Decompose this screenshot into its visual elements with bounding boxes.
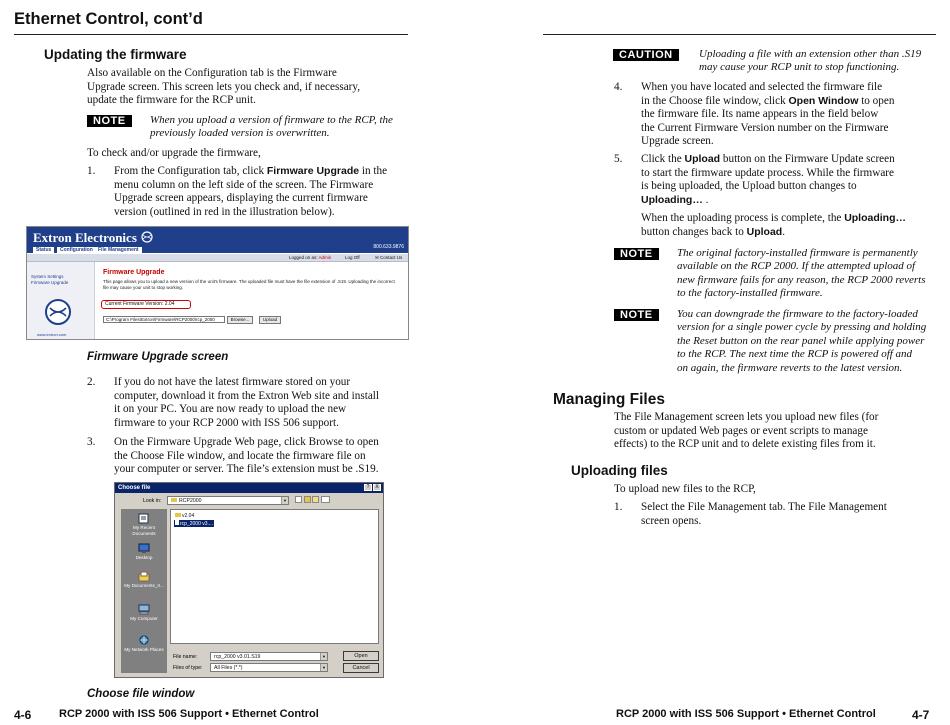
current-firmware-version: Current Firmware Version: 2.04 (101, 300, 191, 309)
side-item-system-settings[interactable]: System Settings (31, 274, 64, 279)
step-number: 2. (87, 376, 96, 388)
folder-icon (175, 513, 181, 517)
note-badge: NOTE (614, 248, 659, 260)
figure-caption-choose-file: Choose file window (87, 688, 195, 700)
step-number: 1. (614, 501, 623, 513)
chevron-down-icon: ▼ (281, 497, 288, 504)
note-factory-firmware (677, 247, 926, 301)
step-4-text (641, 81, 894, 149)
step-line: If you do not have the latest firmware stored on your (114, 376, 351, 388)
views-icon[interactable] (321, 496, 330, 503)
note-badge: NOTE (614, 309, 659, 321)
step-line: the Current Firmware Version number on the Firmware (641, 121, 889, 134)
step-line: firmware to your RCP 2000 with ISS 506 support. (114, 416, 339, 429)
step-line: version (outlined in red in the illustration below). (114, 205, 335, 218)
choose-file-dialog (114, 482, 384, 678)
place-my-computer[interactable]: My Computer (121, 604, 167, 622)
step-line: to start the firmware update process. While the firmware (641, 166, 894, 179)
step-line: button changes back to Upload. (641, 225, 786, 238)
phone-number: 800.633.9876 (373, 244, 404, 250)
page-number-left: 4-6 (14, 708, 32, 722)
step-line: Upgrade screen appears, displaying the current firmware (114, 192, 368, 205)
note-badge: NOTE (87, 115, 132, 127)
dialog-title-bar: Choose file (115, 483, 383, 493)
intro-line: Upgrade screen. This screen lets you check and, if necessary, (87, 80, 361, 93)
section-title-uploading-files: Uploading files (571, 463, 668, 478)
page-header-left: Ethernet Control, cont’d (14, 10, 203, 28)
note-text (150, 114, 393, 141)
step-line: the Choose File window, and locate the firmware file on (114, 449, 366, 462)
step-line: your computer or server. The file’s extension must be .S19. (114, 463, 379, 476)
my-computer-icon (138, 604, 150, 615)
place-network-places[interactable]: My Network Places (121, 635, 167, 653)
open-window-keyword: Open Window (788, 94, 859, 107)
step-line: Select the File Management tab. The File Management (641, 501, 887, 513)
firmware-upgrade-keyword: Firmware Upgrade (266, 165, 360, 177)
new-folder-icon[interactable] (312, 496, 319, 503)
file-icon (175, 520, 179, 525)
step-3-text (114, 436, 379, 477)
note-line: on again, the firmware reverts to the latest version. (677, 361, 903, 374)
intro-line: update the firmware for the RCP unit. (87, 94, 256, 107)
upload-keyword: Upload (684, 153, 721, 165)
caution-text (699, 48, 921, 75)
list-item[interactable]: v2.04 (174, 513, 195, 519)
chevron-down-icon: ▼ (320, 653, 327, 660)
file-name-label: File name: (173, 654, 198, 660)
log-off-link[interactable]: Log Off (345, 255, 360, 260)
paragraph-line: custom or updated Web pages or event scripts to manage (614, 424, 868, 437)
step-line: it on your PC. You are now ready to upload the new (114, 403, 347, 416)
note-line: to the factory-installed firmware. (677, 287, 823, 300)
firmware-upgrade-screenshot (26, 226, 409, 340)
note-downgrade-firmware (677, 308, 926, 375)
side-menu (27, 262, 95, 340)
extron-site-link[interactable]: www.extron.com (37, 332, 67, 337)
tab-file-management[interactable]: File Management (95, 247, 142, 254)
look-in-label: Look in: (143, 498, 162, 504)
desktop-icon (138, 543, 150, 554)
paragraph-line: effects) to the RCP unit and to delete existing files from it. (614, 438, 876, 451)
logged-on-label: Logged on as: Admin (289, 255, 332, 260)
extron-globe-icon (140, 231, 154, 243)
footer-title-right: RCP 2000 with ISS 506 Support • Ethernet Control (616, 708, 876, 720)
back-icon[interactable] (295, 496, 302, 503)
step-5-text (641, 153, 895, 207)
upload-complete-text (641, 212, 906, 239)
step-line: Click the Upload button on the Firmware Update screen (641, 153, 895, 165)
tab-status[interactable]: Status (33, 247, 54, 254)
user-name: Admin (318, 255, 332, 260)
step-number: 4. (614, 81, 623, 93)
step-line: in the Choose file window, click Open Window to open (641, 94, 895, 107)
step-number: 1. (87, 165, 96, 177)
my-documents-icon (138, 571, 150, 582)
uploading-intro: To upload new files to the RCP, (614, 483, 756, 495)
step-line: computer, download it from the Extron Web site and install (114, 389, 380, 402)
header-rule-right (543, 34, 936, 35)
caution-line: Uploading a file with an extension other than .S19 (699, 48, 922, 60)
caution-line: may cause your RCP unit to stop functioning. (699, 61, 900, 74)
folder-icon (171, 498, 177, 502)
look-in-select[interactable]: RCP2000 ▼ (167, 496, 289, 505)
uploading-step-1-text (641, 501, 887, 528)
note-line: The original factory-installed firmware is permanently (677, 247, 918, 259)
paragraph-line: The File Management screen lets you upload new files (for (614, 411, 879, 423)
uploading-keyword: Uploading… (844, 212, 907, 224)
step-number: 3. (87, 436, 96, 448)
note-line: available on the RCP 2000. If the attempted upload of (677, 260, 916, 273)
cancel-button[interactable]: Cancel (343, 663, 379, 673)
step-line: On the Firmware Upgrade Web page, click Browse to open (114, 436, 379, 448)
note-line: new firmware fails for any reason, the RCP 2000 reverts (677, 273, 926, 286)
status-bar (27, 254, 408, 262)
step-number: 5. (614, 153, 623, 165)
step-line: is being uploaded, the Upload button changes to (641, 180, 857, 193)
section-title-updating-firmware: Updating the firmware (44, 47, 187, 62)
footer-title-left: RCP 2000 with ISS 506 Support • Ethernet Control (59, 708, 319, 720)
file-type-label: Files of type: (173, 665, 203, 671)
managing-files-paragraph (614, 411, 878, 452)
note-line: to the RCP. The next time the RCP is powered off and (677, 348, 913, 361)
caution-badge: CAUTION (613, 49, 679, 61)
intro-line: Also available on the Configuration tab is the Firmware (87, 67, 337, 79)
close-button[interactable]: X (373, 484, 381, 491)
step-line: From the Configuration tab, click Firmware Upgrade in the (114, 165, 388, 177)
contact-link[interactable]: ✉ Contact Us (375, 255, 403, 260)
mail-icon: ✉ (375, 255, 379, 260)
uploading-keyword: Uploading… (641, 193, 703, 206)
browse-button[interactable]: Browse... (227, 316, 253, 324)
file-type-select[interactable]: All Files (*.*) ▼ (210, 663, 328, 672)
help-button[interactable]: ? (364, 484, 372, 491)
up-folder-icon[interactable] (304, 496, 311, 503)
upload-button[interactable]: Upload (259, 316, 281, 324)
firmware-file-input[interactable]: C:\Program Files\Extron\Firmware\RCP2000\rcp_2000 (103, 316, 225, 323)
firmware-upgrade-title: Firmware Upgrade (103, 269, 165, 276)
extron-logo: Extron Electronics (33, 230, 154, 246)
file-list[interactable] (170, 509, 379, 644)
side-item-firmware-upgrade[interactable]: Firmware Upgrade (31, 280, 69, 285)
place-my-documents[interactable]: My Documents_II... (121, 571, 167, 589)
step-line: Upgrade screen. (641, 135, 714, 148)
list-item-selected[interactable]: rcp_2000 v3.... (174, 520, 214, 527)
check-firmware-line: To check and/or upgrade the firmware, (87, 147, 261, 159)
note-line: the Reset button on the rear panel while applying power (677, 334, 925, 347)
extron-emblem-icon (44, 298, 72, 326)
place-desktop[interactable]: Desktop (121, 543, 167, 561)
step-line: When you have located and selected the firmware file (641, 81, 883, 93)
section-title-managing-files: Managing Files (553, 391, 665, 408)
step-1-text (114, 165, 387, 219)
step-line: When the uploading process is complete, the Uploading… (641, 212, 907, 224)
upload-keyword: Upload (746, 225, 783, 238)
toolbar-icons (295, 496, 330, 505)
figure-caption-firmware-upgrade: Firmware Upgrade screen (87, 351, 229, 363)
step-line: the firmware file. Its name appears in the field below (641, 108, 879, 121)
network-places-icon (138, 635, 150, 646)
step-line: screen opens. (641, 514, 702, 527)
step-line: menu column on the left side of the screen. The Firmware (114, 178, 374, 191)
step-line: Uploading… . (641, 193, 709, 206)
tab-configuration[interactable]: Configuration (57, 247, 96, 254)
note-line: You can downgrade the firmware to the factory-loaded (677, 308, 918, 320)
recent-documents-icon (138, 513, 150, 524)
note-line: version for a single power cycle by pressing and holding (677, 321, 927, 334)
firmware-description: This page allows you to upload a new version of the unit's firmware. The uploaded file must have the file extension of .S19. Uploading the incorrect file may cause your unit to stop working. (103, 279, 395, 290)
header-rule-left (14, 34, 408, 35)
page-number-right: 4-7 (912, 708, 930, 722)
note-line: previously loaded version is overwritten. (150, 127, 330, 140)
places-bar (121, 509, 167, 673)
open-button[interactable]: Open (343, 651, 379, 661)
step-2-text (114, 376, 379, 430)
note-line: When you upload a version of firmware to the RCP, the (150, 114, 393, 126)
intro-paragraph (87, 67, 360, 108)
place-recent-documents[interactable]: My Recent Documents (121, 513, 167, 536)
file-name-input[interactable]: rcp_2000 v3.01.S19 ▼ (210, 652, 328, 661)
chevron-down-icon: ▼ (320, 664, 327, 671)
